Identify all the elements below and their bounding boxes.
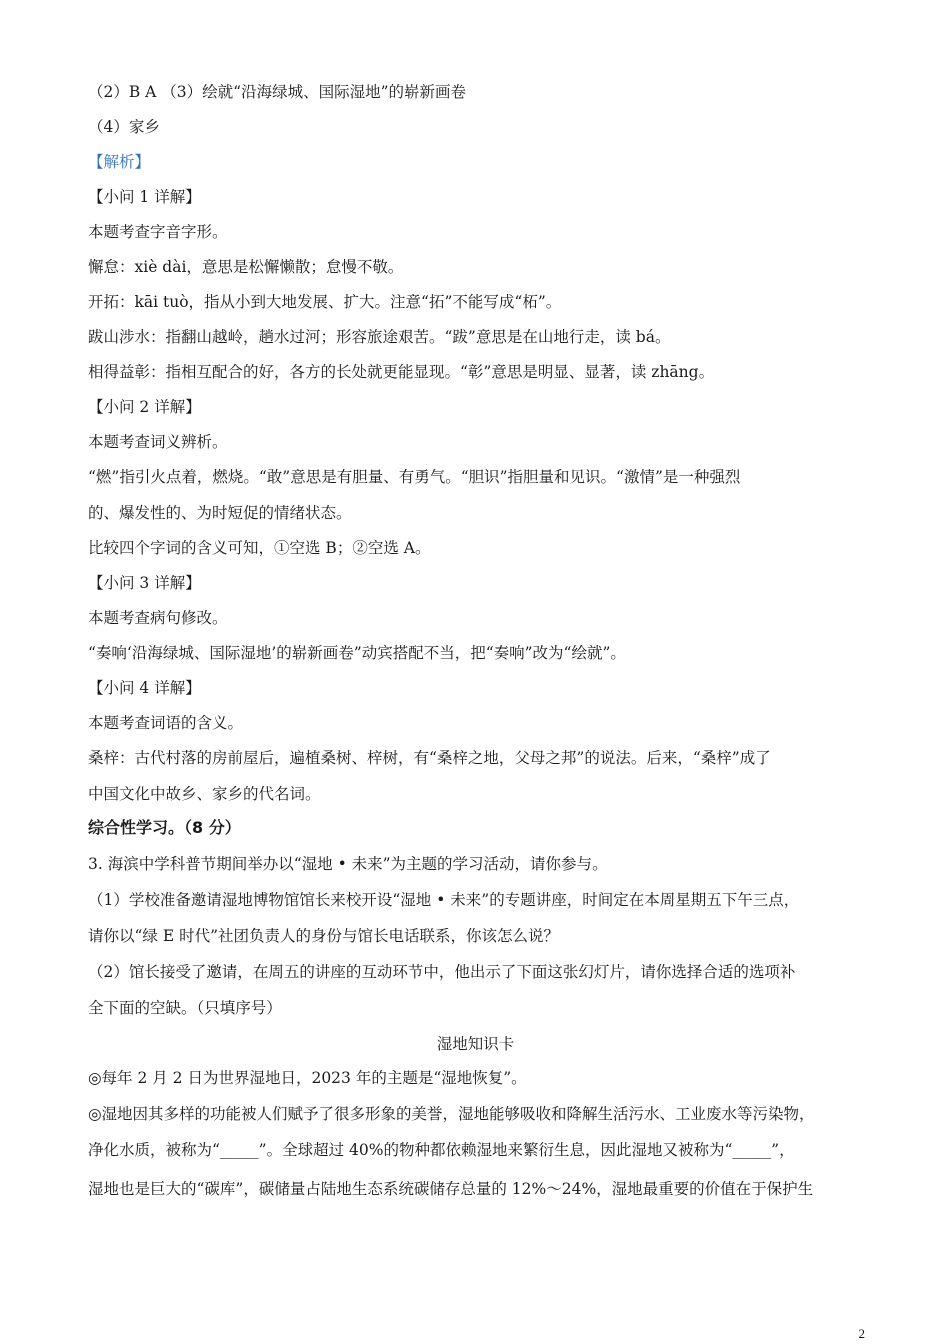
paragraph: （1）学校准备邀请湿地博物馆馆长来校开设“湿地 • 未来”的专题讲座，时间定在本周星期五下午三点， [88,891,800,909]
question-3: 3. 海滨中学科普节期间举办以“湿地 • 未来”为主题的学习活动，请你参与。 [88,855,608,873]
card-item: ◎每年 2 月 2 日为世界湿地日，2023 年的主题是“湿地恢复”。 [88,1069,527,1087]
paragraph: 懈怠：xiè dài，意思是松懈懒散；怠慢不敬。 [88,258,404,276]
answer-4: （4）家乡 [88,118,160,136]
paragraph: 跋山涉水：指翻山越岭，趟水过河；形容旅途艰苦。“跋”意思是在山地行走，读 bá。 [88,328,671,346]
analysis-heading: 【解析】 [88,153,151,171]
paragraph: 的、爆发性的、为时短促的情绪状态。 [88,504,352,522]
paragraph: 相得益彰：指相互配合的好，各方的长处就更能显现。“彰”意思是明显、显著，读 zhāng。 [88,363,715,381]
subquestion-4-heading: 【小问 4 详解】 [88,679,201,697]
paragraph: 净化水质，被称为“_____”。全球超过 40%的物种都依赖湿地来繁衍生息，因此湿地又被称为“_____”， [88,1141,795,1159]
paragraph: 全下面的空缺。（只填序号） [88,999,282,1017]
paragraph: “奏响‘沿海绿城、国际湿地’的崭新画卷”动宾搭配不当，把“奏响”改为“绘就”。 [88,644,626,662]
paragraph: 中国文化中故乡、家乡的代名词。 [88,785,321,803]
paragraph: “燃”指引火点着，燃烧。“敢”意思是有胆量、有勇气。“胆识”指胆量和见识。“激情”是一种强烈 [88,468,741,486]
section-title: 综合性学习。（8 分） [88,818,241,837]
page-number: 2 [858,1326,865,1341]
card-title: 湿地知识卡 [436,1035,515,1053]
answer-2-3: （2）B A （3）绘就“沿海绿城、国际湿地”的崭新画卷 [88,83,467,101]
card-item: ◎湿地因其多样的功能被人们赋予了很多形象的美誉，湿地能够吸收和降解生活污水、工业废水等污染物， [88,1105,815,1123]
subquestion-1-heading: 【小问 1 详解】 [88,188,201,206]
subquestion-2-heading: 【小问 2 详解】 [88,398,201,416]
paragraph: 本题考查词义辨析。 [88,433,228,451]
paragraph: 比较四个字词的含义可知，①空选 B；②空选 A。 [88,539,431,557]
paragraph: 本题考查字音字形。 [88,223,228,241]
paragraph: 本题考查词语的含义。 [88,714,244,732]
paragraph: 桑梓：古代村落的房前屋后，遍植桑树、梓树，有“桑梓之地，父母之邦”的说法。后来，“桑梓”成了 [88,749,771,767]
subquestion-3-heading: 【小问 3 详解】 [88,574,201,592]
paragraph: 本题考查病句修改。 [88,609,228,627]
paragraph: 开拓：kāi tuò，指从小到大地发展、扩大。注意“拓”不能写成“柘”。 [88,293,562,311]
paragraph: 请你以“绿 E 时代”社团负责人的身份与馆长电话联系，你该怎么说？ [88,927,560,945]
paragraph: 湿地也是巨大的“碳库”，碳储量占陆地生态系统碳储存总量的 12%～24%，湿地最重要的价值在于保护生 [88,1180,814,1198]
paragraph: （2）馆长接受了邀请，在周五的讲座的互动环节中，他出示了下面这张幻灯片，请你选择合适的选项补 [88,963,796,981]
